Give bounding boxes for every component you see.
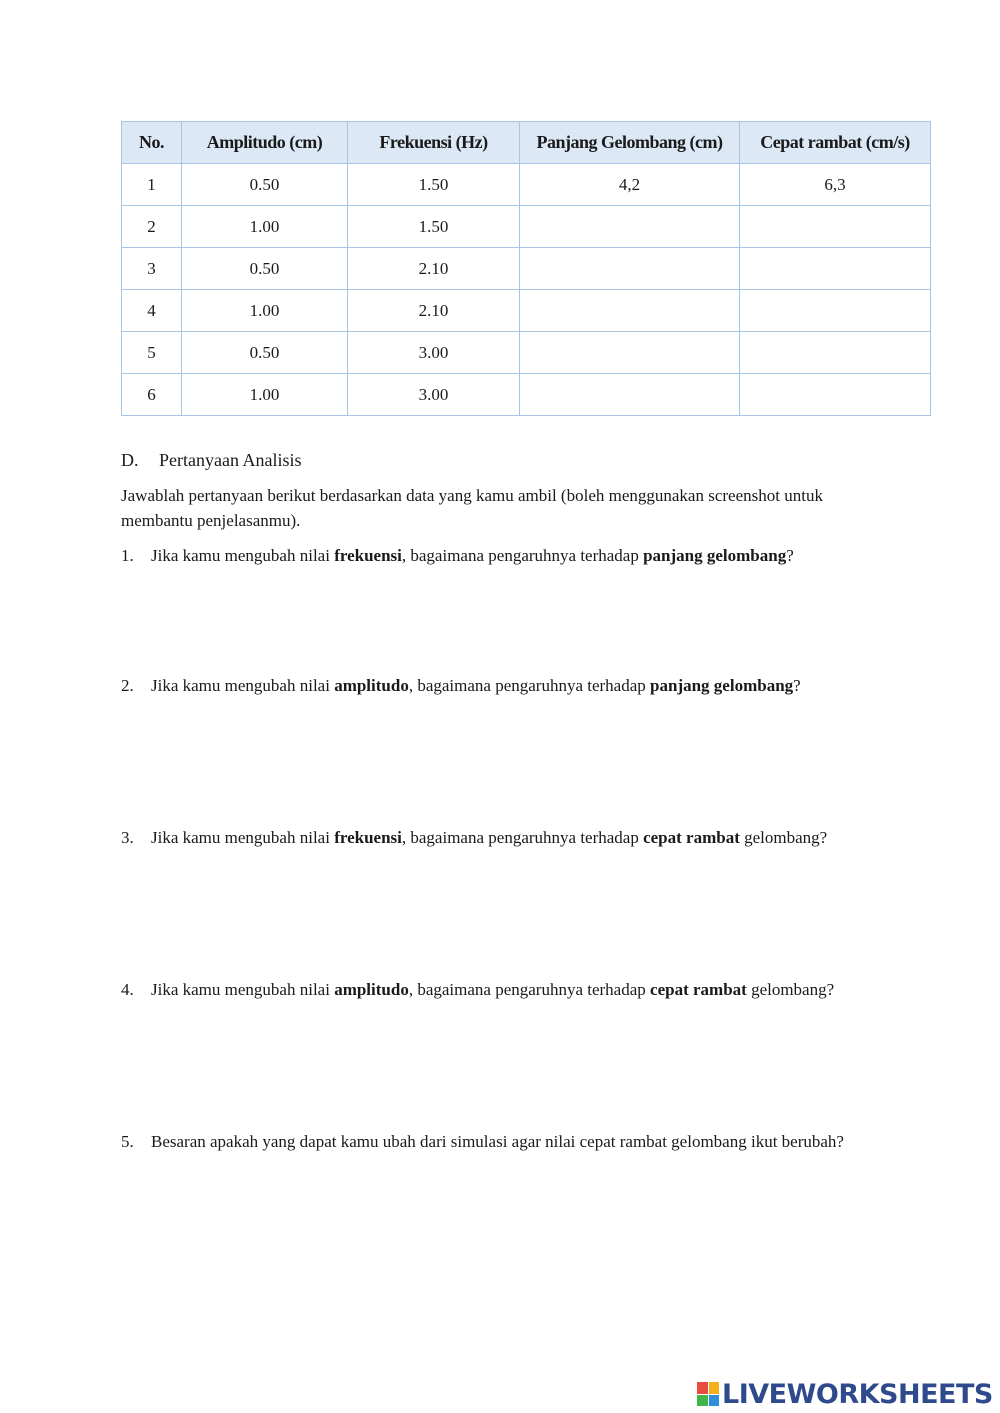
cell-no: 6 [122, 374, 182, 416]
cell-amplitudo: 1.00 [182, 374, 348, 416]
question-number: 1. [121, 546, 134, 565]
question-text: Jika kamu mengubah nilai amplitudo, bagaimana pengaruhnya terhadap panjang gelombang? [151, 676, 801, 695]
cell-amplitudo: 0.50 [182, 248, 348, 290]
table-row [122, 164, 931, 206]
data-table [121, 121, 931, 416]
cell-panjang-gelombang[interactable] [520, 332, 740, 374]
cell-amplitudo: 0.50 [182, 332, 348, 374]
cell-panjang-gelombang[interactable] [520, 290, 740, 332]
header-frekuensi: Frekuensi (Hz) [348, 122, 520, 164]
section-letter: D. [121, 450, 139, 470]
cell-no: 4 [122, 290, 182, 332]
question-text: Jika kamu mengubah nilai frekuensi, bagaimana pengaruhnya terhadap cepat rambat gelombang? [151, 828, 828, 847]
cell-amplitudo: 1.00 [182, 206, 348, 248]
question-text: Besaran apakah yang dapat kamu ubah dari simulasi agar nilai cepat rambat gelombang ikut berubah? [151, 1132, 844, 1151]
logo-wordmark: LIVEWORKSHEETS [722, 1378, 993, 1410]
question-3 [121, 825, 911, 850]
table-row [122, 374, 931, 416]
cell-cepat-rambat[interactable] [740, 206, 931, 248]
section-title: Pertanyaan Analisis [159, 450, 302, 470]
cell-panjang-gelombang[interactable] [520, 248, 740, 290]
question-text: Jika kamu mengubah nilai amplitudo, bagaimana pengaruhnya terhadap cepat rambat gelombang? [151, 980, 835, 999]
logo-mark-icon [697, 1382, 719, 1406]
question-number: 4. [121, 980, 134, 999]
cell-cepat-rambat[interactable]: 6,3 [740, 164, 931, 206]
cell-panjang-gelombang[interactable]: 4,2 [520, 164, 740, 206]
cell-cepat-rambat[interactable] [740, 248, 931, 290]
cell-no: 3 [122, 248, 182, 290]
cell-no: 5 [122, 332, 182, 374]
question-1 [121, 543, 911, 568]
header-panjang-gelombang: Panjang Gelombang (cm) [520, 122, 740, 164]
cell-no: 1 [122, 164, 182, 206]
cell-panjang-gelombang[interactable] [520, 206, 740, 248]
cell-no: 2 [122, 206, 182, 248]
table-row [122, 206, 931, 248]
question-number: 3. [121, 828, 134, 847]
question-2 [121, 673, 911, 698]
cell-panjang-gelombang[interactable] [520, 374, 740, 416]
cell-cepat-rambat[interactable] [740, 290, 931, 332]
header-cepat-rambat: Cepat rambat (cm/s) [740, 122, 931, 164]
table-header-row [122, 122, 931, 164]
table-row [122, 290, 931, 332]
question-number: 5. [121, 1132, 134, 1151]
header-no: No. [122, 122, 182, 164]
cell-frekuensi: 2.10 [348, 248, 520, 290]
section-heading [121, 450, 301, 471]
header-amplitudo: Amplitudo (cm) [182, 122, 348, 164]
cell-cepat-rambat[interactable] [740, 374, 931, 416]
question-4 [121, 977, 911, 1002]
cell-frekuensi: 3.00 [348, 332, 520, 374]
cell-amplitudo: 0.50 [182, 164, 348, 206]
cell-frekuensi: 3.00 [348, 374, 520, 416]
section-intro: Jawablah pertanyaan berikut berdasarkan data yang kamu ambil (boleh menggunakan screenshot untuk membantu penjelasanmu). [121, 486, 823, 530]
cell-frekuensi: 2.10 [348, 290, 520, 332]
question-text: Jika kamu mengubah nilai frekuensi, bagaimana pengaruhnya terhadap panjang gelombang? [151, 546, 794, 565]
liveworksheets-logo [697, 1378, 993, 1410]
question-number: 2. [121, 676, 134, 695]
cell-frekuensi: 1.50 [348, 164, 520, 206]
table-row [122, 248, 931, 290]
cell-cepat-rambat[interactable] [740, 332, 931, 374]
table-row [122, 332, 931, 374]
question-5 [121, 1129, 911, 1154]
cell-amplitudo: 1.00 [182, 290, 348, 332]
cell-frekuensi: 1.50 [348, 206, 520, 248]
